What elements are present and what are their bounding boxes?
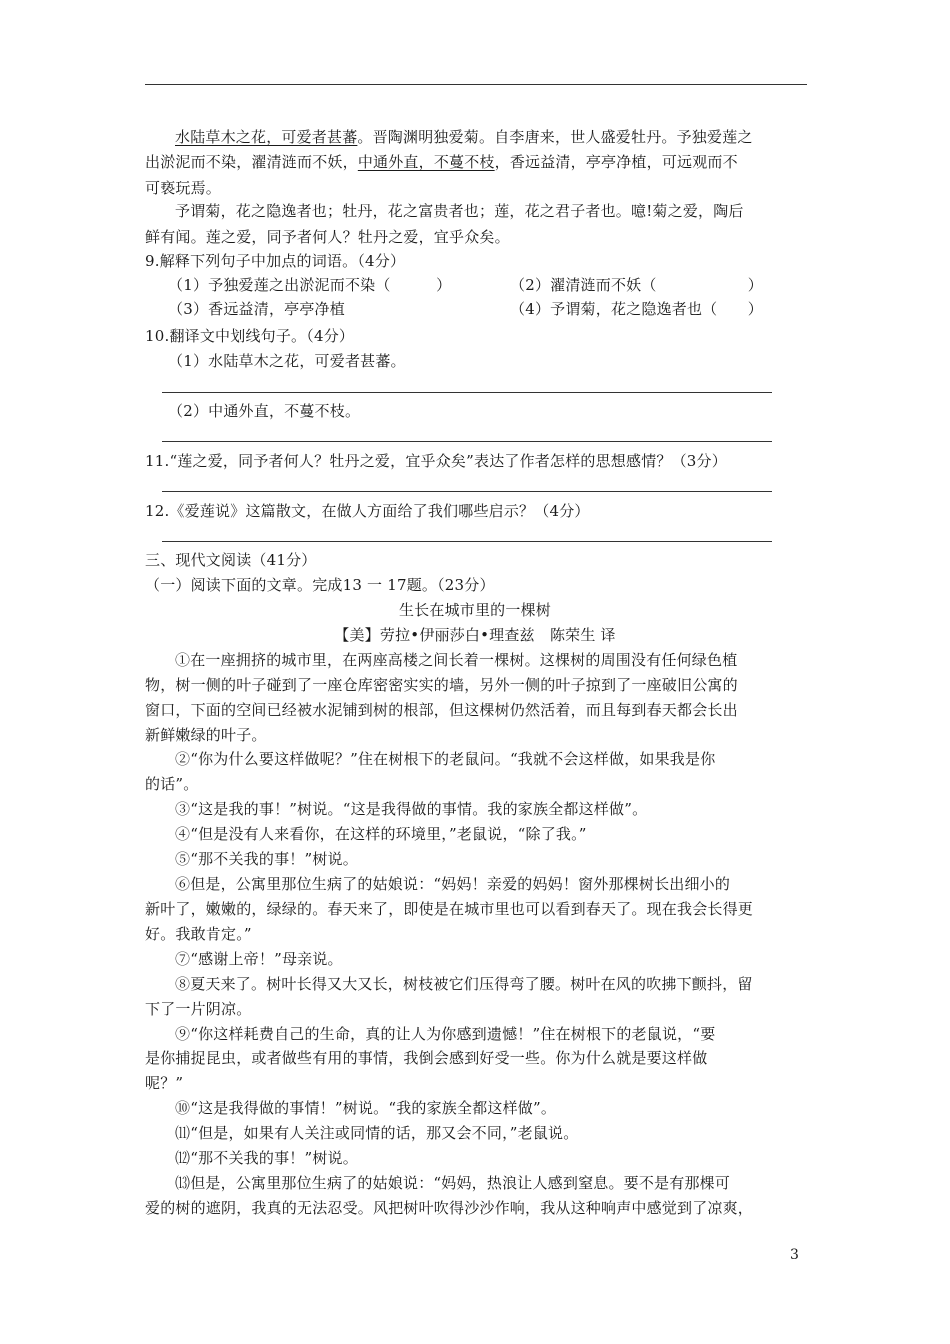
passage-line: 出淤泥而不染，濯清涟而不妖，中通外直，不蔓不枝，香远益清，亭亭净植，可远观而不 — [145, 153, 738, 171]
story-line: ②“你为什么要这样做呢？”住在树根下的老鼠问。“我就不会这样做，如果我是你 — [175, 750, 716, 768]
story-line: ⒀但是，公寓里那位生病了的姑娘说：“妈妈，热浪让人感到窒息。要不是有那棵可 — [175, 1174, 731, 1192]
story-line: 新鲜嫩绿的叶子。 — [145, 726, 267, 744]
question-9-title: 9.解释下列句子中加点的词语。（4分） — [145, 252, 406, 270]
story-line: 物，树一侧的叶子碰到了一座仓库密密实实的墙，另外一侧的叶子掠到了一座破旧公寓的 — [145, 676, 738, 694]
story-line: 呢？” — [145, 1074, 184, 1092]
story-line: ⑤“那不关我的事！”树说。 — [175, 850, 358, 868]
header-rule — [145, 84, 807, 85]
article-title: 生长在城市里的一棵树 — [398, 601, 551, 619]
story-line: 新叶了，嫩嫩的，绿绿的。春天来了，即使是在城市里也可以看到春天了。现在我会长得更 — [145, 900, 754, 918]
story-line: 是你捕捉昆虫，或者做些有用的事情，我倒会感到好受一些。你为什么就是要这样做 — [145, 1049, 708, 1067]
story-line: ⑿“那不关我的事！”树说。 — [175, 1149, 358, 1167]
passage-line: 鲜有闻。莲之爱，同予者何人？牡丹之爱，宜乎众矣。 — [145, 228, 510, 246]
story-line: ③“这是我的事！”树说。“这是我得做的事情。我的家族全都这样做”。 — [175, 800, 648, 818]
story-line: ⑦“感谢上帝！”母亲说。 — [175, 950, 343, 968]
story-line: 下了一片阴凉。 — [145, 1000, 252, 1018]
question-9-item-2: （2）濯清涟而不妖（ ） — [510, 276, 763, 294]
answer-line — [162, 491, 772, 492]
story-line: ⑨“你这样耗费自己的生命，真的让人为你感到遗憾！”住在树根下的老鼠说，“要 — [175, 1025, 716, 1043]
question-11: 11.“莲之爱，同予者何人？牡丹之爱，宜乎众矣”表达了作者怎样的思想感情？（3分） — [145, 452, 727, 470]
underlined-sentence: 水陆草木之花，可爱者甚蕃 — [175, 128, 358, 146]
question-10-item-2: （2）中通外直，不蔓不枝。 — [168, 402, 361, 420]
story-line: ⑾“但是，如果有人关注或同情的话，那又会不同，”老鼠说。 — [175, 1124, 579, 1142]
article-author: 【美】劳拉•伊丽莎白•理查兹 陈荣生 译 — [334, 626, 616, 644]
answer-line — [162, 441, 772, 442]
question-10-item-1: （1）水陆草木之花，可爱者甚蕃。 — [168, 352, 406, 370]
story-line: ⑩“这是我得做的事情！”树说。“我的家族全都这样做”。 — [175, 1099, 557, 1117]
story-line: ④“但是没有人来看你，在这样的环境里，”老鼠说，“除了我。” — [175, 825, 587, 843]
story-line: ⑧夏天来了。树叶长得又大又长，树枝被它们压得弯了腰。树叶在风的吹拂下颤抖，留 — [175, 975, 753, 993]
question-9-item-1: （1）予独爱莲之出淤泥而不染（ ） — [168, 276, 452, 294]
story-line: 窗口，下面的空间已经被水泥铺到树的根部，但这棵树仍然活着，而且每到春天都会长出 — [145, 701, 738, 719]
passage-line: 水陆草木之花，可爱者甚蕃。晋陶渊明独爱菊。自李唐来，世人盛爱牡丹。予独爱莲之 — [175, 128, 753, 146]
question-9-item-3: （3）香远益清，亭亭净植 — [168, 300, 345, 318]
question-9-item-4: （4）予谓菊，花之隐逸者也（ ） — [510, 300, 763, 318]
underlined-sentence: 中通外直，不蔓不枝 — [357, 153, 495, 171]
section-heading: 三、现代文阅读（41分） — [145, 551, 317, 569]
answer-line — [162, 541, 772, 542]
page-number: 3 — [790, 1247, 799, 1263]
story-line: 爱的树的遮阴，我真的无法忍受。风把树叶吹得沙沙作响，我从这种响声中感觉到了凉爽， — [145, 1199, 754, 1217]
story-line: 好。我敢肯定。” — [145, 925, 252, 943]
passage-line: 予谓菊，花之隐逸者也；牡丹，花之富贵者也；莲，花之君子者也。噫!菊之爱，陶后 — [175, 202, 744, 220]
story-line: 的话”。 — [145, 775, 199, 793]
story-line: ⑥但是，公寓里那位生病了的姑娘说：“妈妈！亲爱的妈妈！窗外那棵树长出细小的 — [175, 875, 731, 893]
passage-line: 可亵玩焉。 — [145, 179, 222, 197]
question-12: 12.《爱莲说》这篇散文，在做人方面给了我们哪些启示？（4分） — [145, 502, 590, 520]
answer-line — [162, 392, 772, 393]
question-10-title: 10.翻译文中划线句子。（4分） — [145, 327, 355, 345]
story-line: ①在一座拥挤的城市里，在两座高楼之间长着一棵树。这棵树的周围没有任何绿色植 — [175, 651, 738, 669]
section-subheading: （一）阅读下面的文章。完成13 一 17题。（23分） — [145, 576, 495, 594]
